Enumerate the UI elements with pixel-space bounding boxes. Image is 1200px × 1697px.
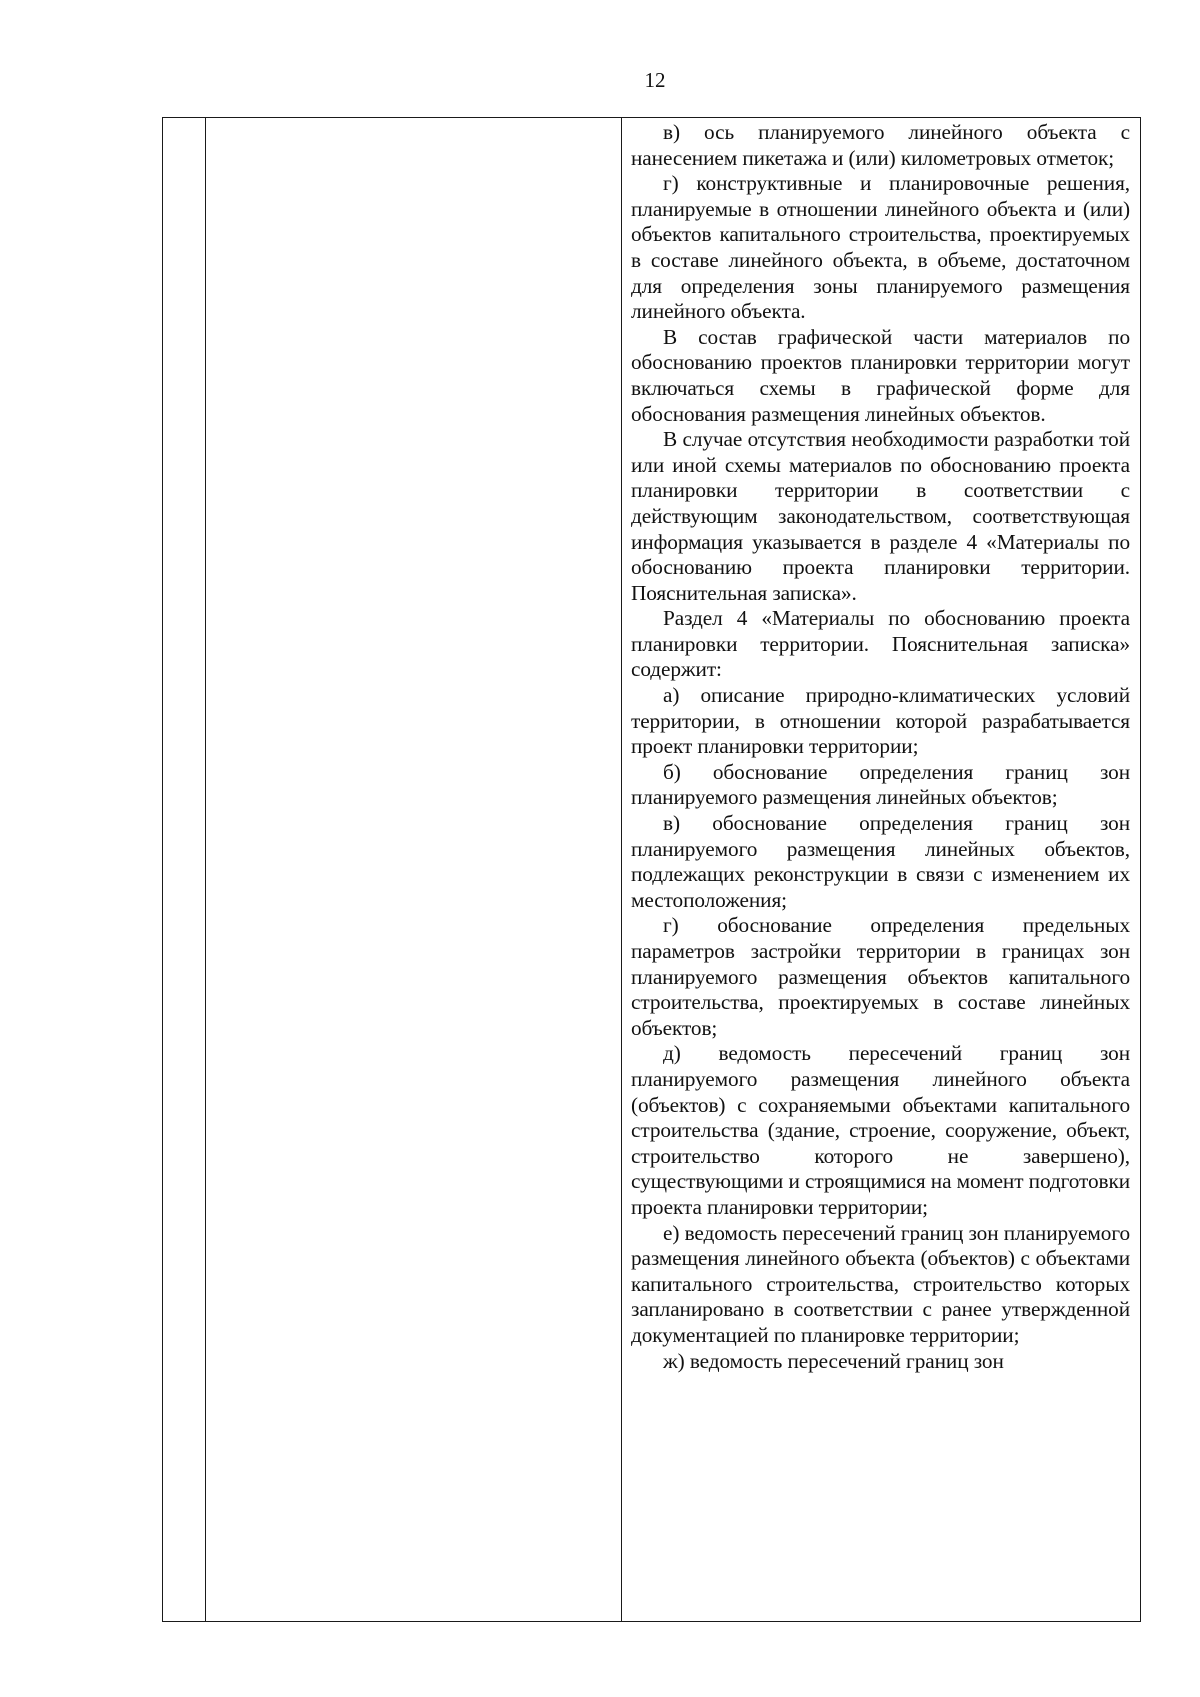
- table-column-title: [206, 118, 622, 1621]
- paragraph-section-4-intro: Раздел 4 «Материалы по обоснованию проекта планировки территории. Пояснительная записка» содержит:: [631, 606, 1130, 682]
- page-number: 12: [644, 68, 666, 92]
- paragraph-graphic-part: В состав графической части материалов по обоснованию проектов планировки территории могут включаться схемы в графической форме для обоснования размещения линейных объектов.: [631, 324, 1130, 426]
- document-table: [162, 117, 1141, 1622]
- paragraph-b-zone-borders: б) обоснование определения границ зон планируемого размещения линейных объектов;: [631, 759, 1130, 810]
- paragraph-e-intersections-planned: е) ведомость пересечений границ зон планируемого размещения линейного объекта (объектов) с объектами капитального строительства, строительство которых запланировано в соответствии с ранее утвержденной документацией по планировке территории;: [631, 1220, 1130, 1347]
- paragraph-zh-intersections: ж) ведомость пересечений границ зон: [663, 1348, 1004, 1373]
- paragraph-a-climate: а) описание природно-климатических условий территории, в отношении которой разрабатывается проект планировки территории;: [631, 683, 1130, 759]
- paragraph-v-axis: в) ось планируемого линейного объекта с нанесением пикетажа и (или) километровых отметок;: [631, 120, 1130, 170]
- paragraph-absence-case: В случае отсутствия необходимости разработки той или иной схемы материалов по обоснованию проекта планировки территории в соответствии с действующим законодательством, соответствующая информация указывается в разделе 4 «Материалы по обоснованию проекта планировки территории. Пояснительная записка».: [631, 427, 1130, 605]
- paragraph-v-reconstruction: в) обоснование определения границ зон планируемого размещения линейных объектов, подлежащих реконструкции в связи с изменением их местоположения;: [631, 811, 1130, 912]
- paragraph-d-intersections-existing: д) ведомость пересечений границ зон планируемого размещения линейного объекта (объектов) с сохраняемыми объектами капитального строительства (здание, строение, сооружение, объект, строительство которого не завершено), существующими и строящимися на момент подготовки проекта планировки территории;: [631, 1041, 1130, 1219]
- table-column-number: [163, 118, 206, 1621]
- paragraph-g-building-parameters: г) обоснование определения предельных параметров застройки территории в границах зон планируемого размещения объектов капитального строительства, проектируемых в составе линейных объектов;: [631, 913, 1130, 1040]
- table-column-content: [622, 118, 1140, 1621]
- paragraph-g-design-solutions: г) конструктивные и планировочные решения, планируемые в отношении линейного объекта и (или) объектов капитального строительства, проектируемых в составе линейного объекта, в объеме, достаточном для определения зоны планируемого размещения линейного объекта.: [631, 171, 1130, 324]
